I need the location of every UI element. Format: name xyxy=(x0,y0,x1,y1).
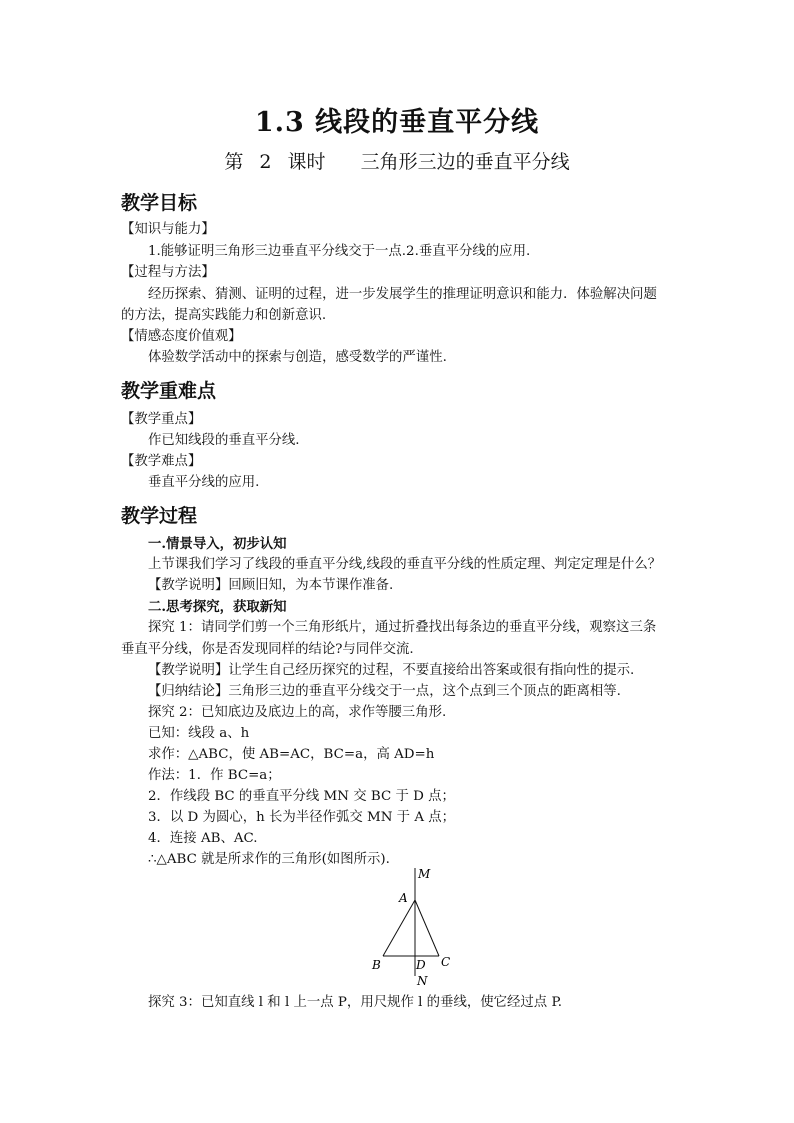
page-title: 1.3 线段的垂直平分线 xyxy=(254,107,540,138)
objectives-text-2b: 的方法，提高实践能力和创新意识. xyxy=(121,308,327,323)
key-points-text-1: 作已知线段的垂直平分线. xyxy=(148,433,300,448)
process-text-3b: 垂直平分线，你是否发现同样的结论?与同伴交流. xyxy=(121,642,414,657)
label-b: B xyxy=(372,958,381,972)
label-c: C xyxy=(441,955,451,969)
side-ab xyxy=(383,900,415,956)
objectives-text-1: 1.能够证明三角形三边垂直平分线交于一点.2.垂直平分线的应用. xyxy=(148,244,531,259)
process-text-2: 【教学说明】回顾旧知，为本节课作准备. xyxy=(148,578,394,593)
objectives-text-3: 体验数学活动中的探索与创造，感受数学的严谨性. xyxy=(148,350,447,365)
process-text-10: 2．作线段 BC 的垂直平分线 MN 交 BC 于 D 点； xyxy=(148,789,455,804)
process-text-1: 上节课我们学习了线段的垂直平分线,线段的垂直平分线的性质定理、判定定理是什么？ xyxy=(148,557,662,572)
label-a: A xyxy=(399,891,408,905)
process-text-5: 【归纳结论】三角形三边的垂直平分线交于一点，这个点到三个顶点的距离相等. xyxy=(148,684,621,699)
objectives-heading-1: 【知识与能力】 xyxy=(121,222,215,237)
side-ac xyxy=(415,900,439,956)
key-points-heading-2: 【教学难点】 xyxy=(121,454,202,469)
objectives-text-2a: 经历探索、猜测、证明的过程，进一步发展学生的推理证明意识和能力．体验解决问题 xyxy=(148,287,657,302)
process-text-13: ∴△ABC 就是所求作的三角形(如图所示). xyxy=(148,852,390,867)
key-points-heading-1: 【教学重点】 xyxy=(121,412,202,427)
label-m: M xyxy=(418,867,431,881)
page-subtitle: 第 2 课时 三角形三边的垂直平分线 xyxy=(224,151,570,173)
process-text-7: 已知：线段 a、h xyxy=(148,726,250,741)
label-n: N xyxy=(417,974,428,988)
objectives-heading-3: 【情感态度价值观】 xyxy=(121,329,242,344)
process-text-12: 4．连接 AB、AC. xyxy=(148,831,258,846)
process-text-4: 【教学说明】让学生自己经历探究的过程，不要直接给出答案或很有指向性的提示. xyxy=(148,663,635,678)
isosceles-triangle-figure xyxy=(360,862,470,992)
process-text-9: 作法：1．作 BC=a； xyxy=(148,768,281,783)
process-text-8: 求作：△ABC，使 AB=AC，BC=a，高 AD=h xyxy=(148,747,435,762)
section-heading-key-points: 教学重难点 xyxy=(121,380,217,402)
key-points-text-2: 垂直平分线的应用. xyxy=(148,475,260,490)
section-heading-process: 教学过程 xyxy=(121,505,198,527)
process-text-6: 探究 2：已知底边及底边上的高，求作等腰三角形. xyxy=(148,705,447,720)
process-text-14: 探究 3：已知直线 l 和 l 上一点 P，用尺规作 l 的垂线，使它经过点 P. xyxy=(148,995,563,1010)
process-text-3a: 探究 1：请同学们剪一个三角形纸片，通过折叠找出每条边的垂直平分线，观察这三条 xyxy=(148,620,657,635)
process-step-1-heading: 一.情景导入，初步认知 xyxy=(148,536,287,552)
process-step-2-heading: 二.思考探究，获取新知 xyxy=(148,599,287,615)
objectives-heading-2: 【过程与方法】 xyxy=(121,265,215,280)
process-text-11: 3．以 D 为圆心，h 长为半径作弧交 MN 于 A 点； xyxy=(148,810,456,825)
section-heading-objectives: 教学目标 xyxy=(121,192,198,214)
label-d: D xyxy=(416,958,426,972)
